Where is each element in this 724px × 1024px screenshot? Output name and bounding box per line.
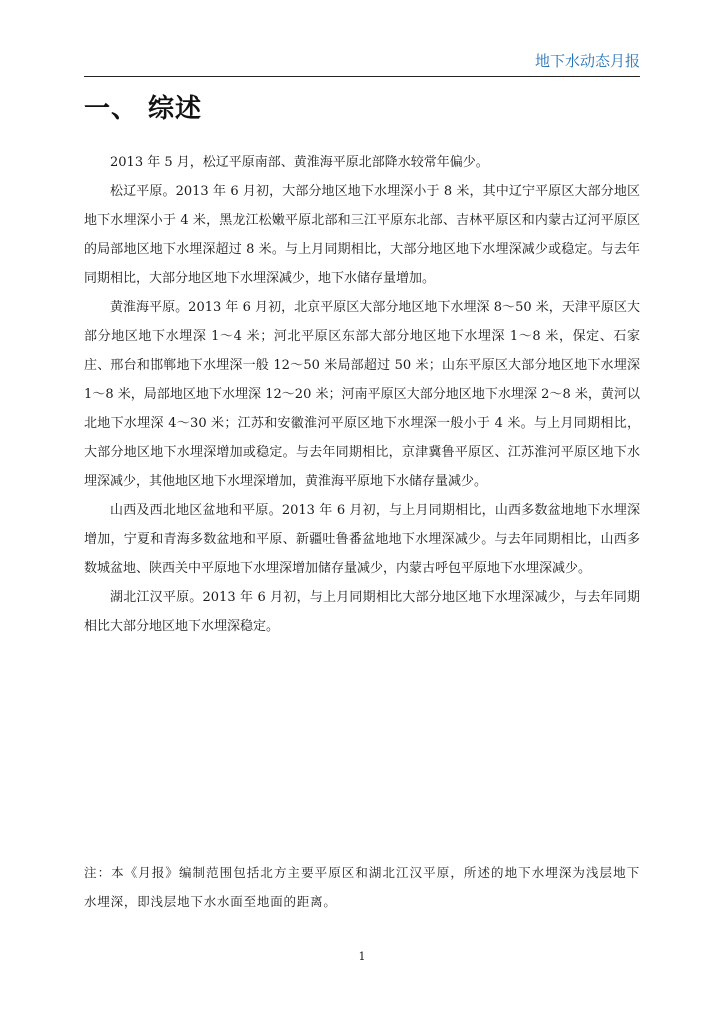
running-header-title: 地下水动态月报 (534, 52, 640, 70)
paragraph-songliao-plain: 松辽平原。2013 年 6 月初，大部分地区地下水埋深小于 8 米，其中辽宁平原区大部分地区地下水埋深小于 4 米，黑龙江松嫩平原北部和三江平原东北部、吉林平原区和内蒙古辽河平原区的局部地区地下水埋深超过 8 米。与上月同期相比，大部分地区地下水埋深减少或稳定。与去年同期相比，大部分地区地下水埋深减少，地下水储存量增加。 (84, 184, 640, 286)
paragraph-jianghan-plain: 湖北江汉平原。2013 年 6 月初，与上月同期相比大部分地区地下水埋深减少，与去年同期相比大部分地区地下水埋深稳定。 (84, 590, 640, 634)
header-rule (84, 76, 640, 77)
paragraph-shanxi-northwest: 山西及西北地区盆地和平原。2013 年 6 月初，与上月同期相比，山西多数盆地地下水埋深增加，宁夏和青海多数盆地和平原、新疆吐鲁番盆地地下水埋深减少。与去年同期相比，山西多数城盆地、陕西关中平原地下水埋深增加储存量减少，内蒙古呼包平原地下水埋深减少。 (84, 503, 640, 576)
summary-body (84, 148, 640, 641)
paragraph-precipitation: 2013 年 5 月，松辽平原南部、黄淮海平原北部降水较常年偏少。 (110, 155, 489, 170)
section-title: 一、 综述 (84, 94, 203, 124)
paragraph-huanghuaihai-plain: 黄淮海平原。2013 年 6 月初，北京平原区大部分地区地下水埋深 8～50 米，天津平原区大部分地区地下水埋深 1～4 米；河北平原区东部大部分地区地下水埋深 1～8 米，保定、石家庄、邢台和邯郸地下水埋深一般 12～50 米局部超过 50 米；山东平原区大部分地区地下水埋深 1～8 米，局部地区地下水埋深 12～20 米；河南平原区大部分地区地下水埋深 2～8 米，黄河以北地下水埋深 4～30 米；江苏和安徽淮河平原区地下水埋深一般小于 4 米。与上月同期相比，大部分地区地下水埋深增加或稳定。与去年同期相比，京津冀鲁平原区、江苏淮河平原区地下水埋深减少，其他地区地下水埋深增加，黄淮海平原地下水储存量减少。 (84, 300, 640, 489)
footnote: 注：本《月报》编制范围包括北方主要平原区和湖北江汉平原，所述的地下水埋深为浅层地下水埋深，即浅层地下水水面至地面的距离。 (84, 865, 640, 909)
page-number: 1 (358, 950, 366, 963)
